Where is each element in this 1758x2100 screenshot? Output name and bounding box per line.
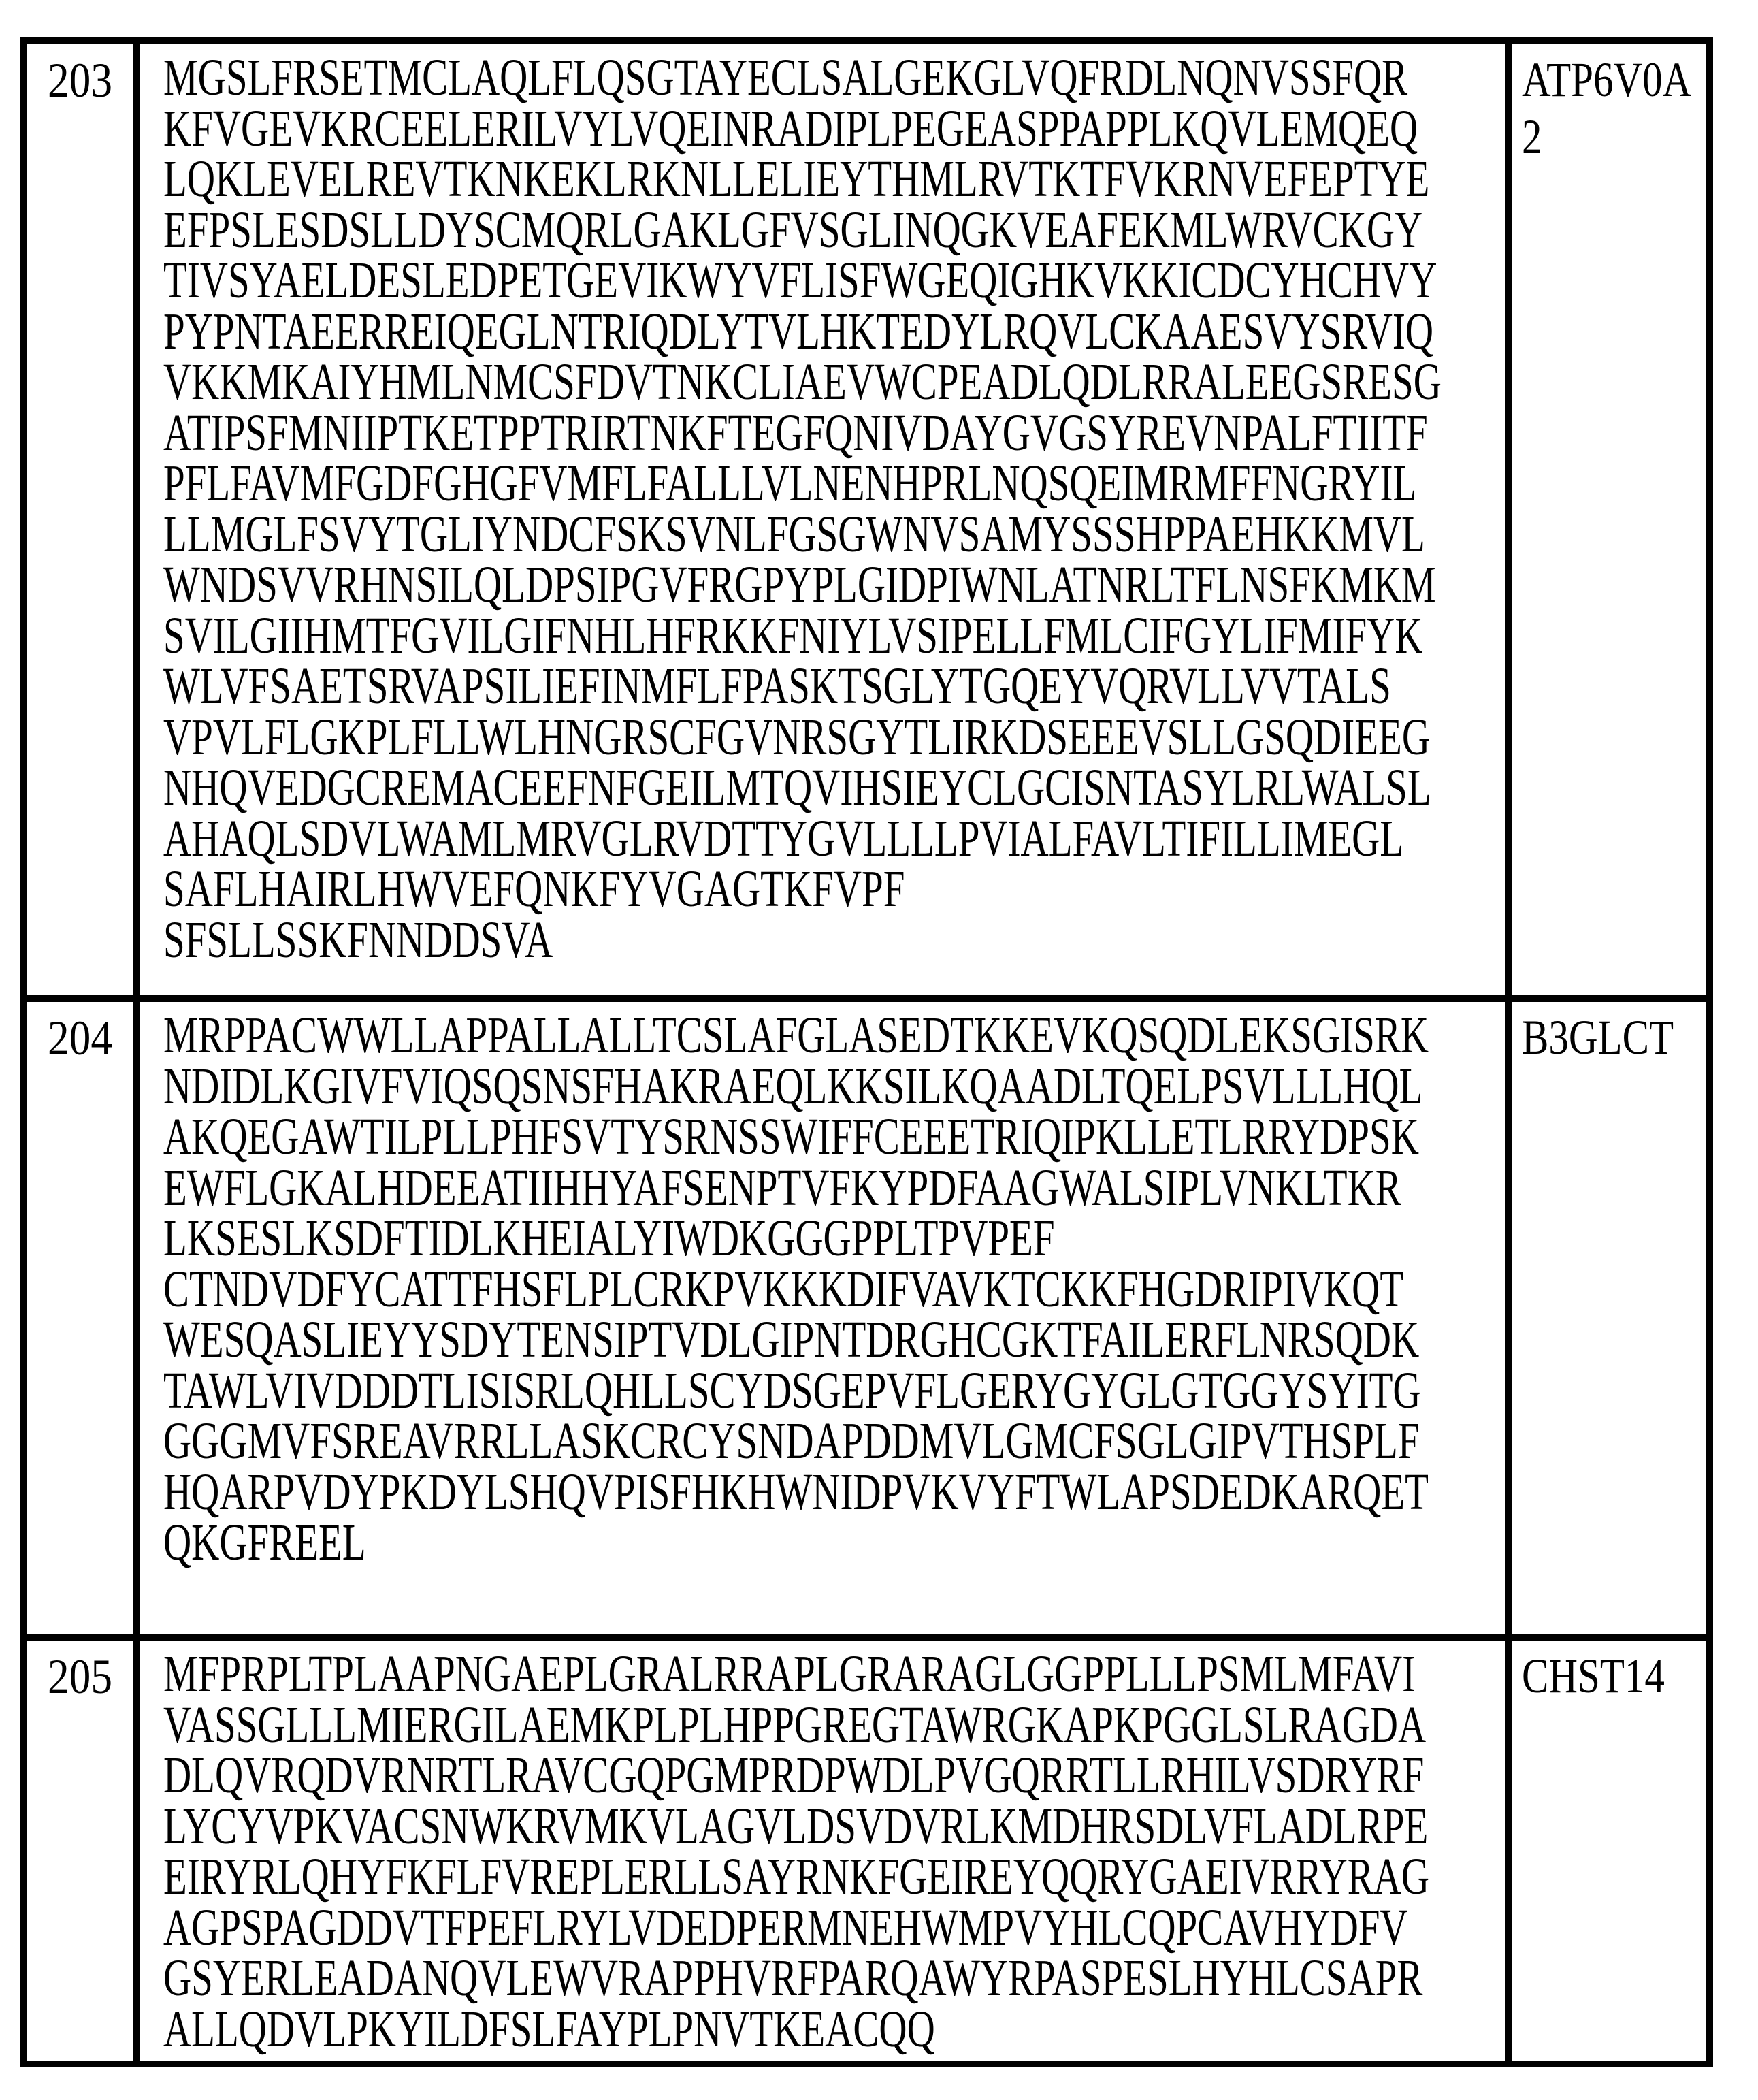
sequence-line: ALLQDVLPKYILDFSLFAYPLPNVTKEACQQ	[163, 2000, 935, 2058]
sequence-line: KFVGEVKRCEELERILVYLVQEINRADIPLPEGEASPPAPPLKQVLEMQEQ	[163, 99, 1418, 157]
sequence-table	[20, 37, 1713, 2067]
row-number: 203	[47, 53, 113, 108]
sequence-line: CTNDVDFYCATTFHSFLPLCRKPVKKKDIFVAVKTCKKFHGDRIPIVKQT	[163, 1260, 1404, 1318]
sequence-line: PYPNTAEERREIQEGLNTRIQDLYTVLHKTEDYLRQVLCKAAESVYSRVIQ	[163, 302, 1434, 360]
sequence-cell	[140, 1002, 1512, 1634]
table-row	[27, 1002, 1706, 1641]
sequence-line: VASSGLLLMIERGILAEMKPLPLHPPGREGTAWRGKAPKPGGLSLRAGDA	[163, 1696, 1427, 1754]
sequence-line: WNDSVVRHNSILQLDPSIPGVFRGPYPLGIDPIWNLATNRLTFLNSFKMKM	[163, 556, 1436, 613]
sequence-line: TAWLVIVDDDTLISISRLQHLLSCYDSGEPVFLGERYGYGLGTGGYSYITG	[163, 1361, 1421, 1419]
sequence-cell	[140, 44, 1512, 995]
sequence-line: LQKLEVELREVTKNKEKLRKNLLELIEYTHMLRVTKTFVKRNVEFEPTYE	[163, 150, 1430, 208]
sequence-line: PFLFAVMFGDFGHGFVMFLFALLLVLNENHPRLNQSQEIMRMFFNGRYIL	[163, 455, 1417, 512]
gene-symbol-line: CHST14	[1522, 1649, 1665, 1703]
sequence-line: QKGFREEL	[163, 1514, 366, 1571]
row-number-cell	[27, 1641, 140, 2061]
row-number: 205	[47, 1649, 113, 1704]
table-row	[27, 44, 1706, 1002]
sequence-line: NDIDLKGIVFVIQSQSNSFHAKRAEQLKKSILKQAADLTQELPSVLLLHQL	[163, 1057, 1423, 1115]
sequence-line: WESQASLIEYYSDYTENSIPTVDLGIPNTDRGHCGKTFAILERFLNRSQDK	[163, 1311, 1420, 1368]
sequence-line: GSYERLEADANQVLEWVRAPPHVRFPARQAWYRPASPESLHYHLCSAPR	[163, 1950, 1423, 2007]
sequence-line: SVILGIIHMTFGVILGIFNHLHFRKKFNIYLVSIPELLFMLCIFGYLIFMIFYK	[163, 607, 1423, 664]
gene-symbol-line: ATP6V0A	[1522, 52, 1692, 107]
sequence-line: AGPSPAGDDVTFPEFLRYLVDEDPERMNEHWMPVYHLCQPCAVHYDFV	[163, 1899, 1408, 1956]
sequence-line: TIVSYAELDESLEDPETGEVIKWYVFLISFWGEQIGHKVKKICDCYHCHVY	[163, 252, 1437, 309]
sequence-line: MRPPACWWLLAPPALLALLTCSLAFGLASEDTKKEVKQSQDLEKSGISRK	[163, 1007, 1429, 1064]
row-number: 204	[47, 1011, 113, 1065]
sequence-line: EFPSLESDSLLDYSCMQRLGAKLGFVSGLINQGKVEAFEKMLWRVCKGY	[163, 201, 1423, 259]
sequence-line: SFSLLSSKFNNDDSVA	[163, 911, 553, 969]
sequence-cell	[140, 1641, 1512, 2061]
sequence-line: LKSESLKSDFTIDLKHEIALYIWDKGGGPPLTPVPEF	[163, 1210, 1055, 1267]
gene-cell	[1512, 44, 1706, 995]
gene-symbol-line: 2	[1522, 110, 1542, 164]
sequence-line: MFPRPLTPLAAPNGAEPLGRALRRAPLGRARAGLGGPPLLLPSMLMFAVI	[163, 1645, 1416, 1702]
sequence-line: GGGMVFSREAVRRLLASKCRCYSNDAPDDMVLGMCFSGLGIPVTHSPLF	[163, 1412, 1420, 1470]
sequence-line: VPVLFLGKPLFLLWLHNGRSCFGVNRSGYTLIRKDSEEEVSLLGSQDIEEG	[163, 708, 1430, 766]
sequence-line: ATIPSFMNIIPTKETPPTRIRTNKFTEGFQNIVDAYGVGSYREVNPALFTIITF	[163, 404, 1428, 462]
row-number-cell	[27, 44, 140, 995]
sequence-line: HQARPVDYPKDYLSHQVPISFHKHWNIDPVKVYFTWLAPSDEDKARQET	[163, 1463, 1429, 1521]
sequence-line: SAFLHAIRLHWVEFQNKFYVGAGTKFVPF	[163, 860, 905, 918]
sequence-line: EWFLGKALHDEEATIIHHYAFSENPTVFKYPDFAAGWALSIPLVNKLTKR	[163, 1159, 1401, 1216]
sequence-line: NHQVEDGCREMACEEFNFGEILMTQVIHSIEYCLGCISNTASYLRLWALSL	[163, 759, 1431, 816]
table-row	[27, 1641, 1706, 2061]
sequence-line: EIRYRLQHYFKFLFVREPLERLLSAYRNKFGEIREYQQRYGAEIVRRYRAG	[163, 1848, 1430, 1905]
sequence-line: VKKMKAIYHMLNMCSFDVTNKCLIAEVWCPEADLQDLRRALEEGSRESG	[163, 353, 1442, 410]
sequence-line: AHAQLSDVLWAMLMRVGLRVDTTYGVLLLLPVIALFAVLTIFILLIMEGL	[163, 809, 1404, 867]
sequence-line: LLMGLFSVYTGLIYNDCFSKSVNLFGSGWNVSAMYSSSHPPAEHKKMVL	[163, 505, 1425, 563]
gene-symbol-line: B3GLCT	[1522, 1010, 1674, 1065]
sequence-line: MGSLFRSETMCLAQLFLQSGTAYECLSALGEKGLVQFRDLNQNVSSFQR	[163, 49, 1408, 106]
gene-cell	[1512, 1641, 1706, 2061]
sequence-line: LYCYVPKVACSNWKRVMKVLAGVLDSVDVRLKMDHRSDLVFLADLRPE	[163, 1797, 1429, 1855]
row-number-cell	[27, 1002, 140, 1634]
gene-cell	[1512, 1002, 1706, 1634]
sequence-line: DLQVRQDVRNRTLRAVCGQPGMPRDPWDLPVGQRRTLLRHILVSDRYRF	[163, 1747, 1425, 1804]
sequence-line: WLVFSAETSRVAPSILIEFINMFLFPASKTSGLYTGQEYVQRVLLVVTALS	[163, 658, 1391, 715]
sequence-line: AKQEGAWTILPLLPHFSVTYSRNSSWIFFCEEETRIQIPKLLETLRRYDPSK	[163, 1108, 1419, 1165]
